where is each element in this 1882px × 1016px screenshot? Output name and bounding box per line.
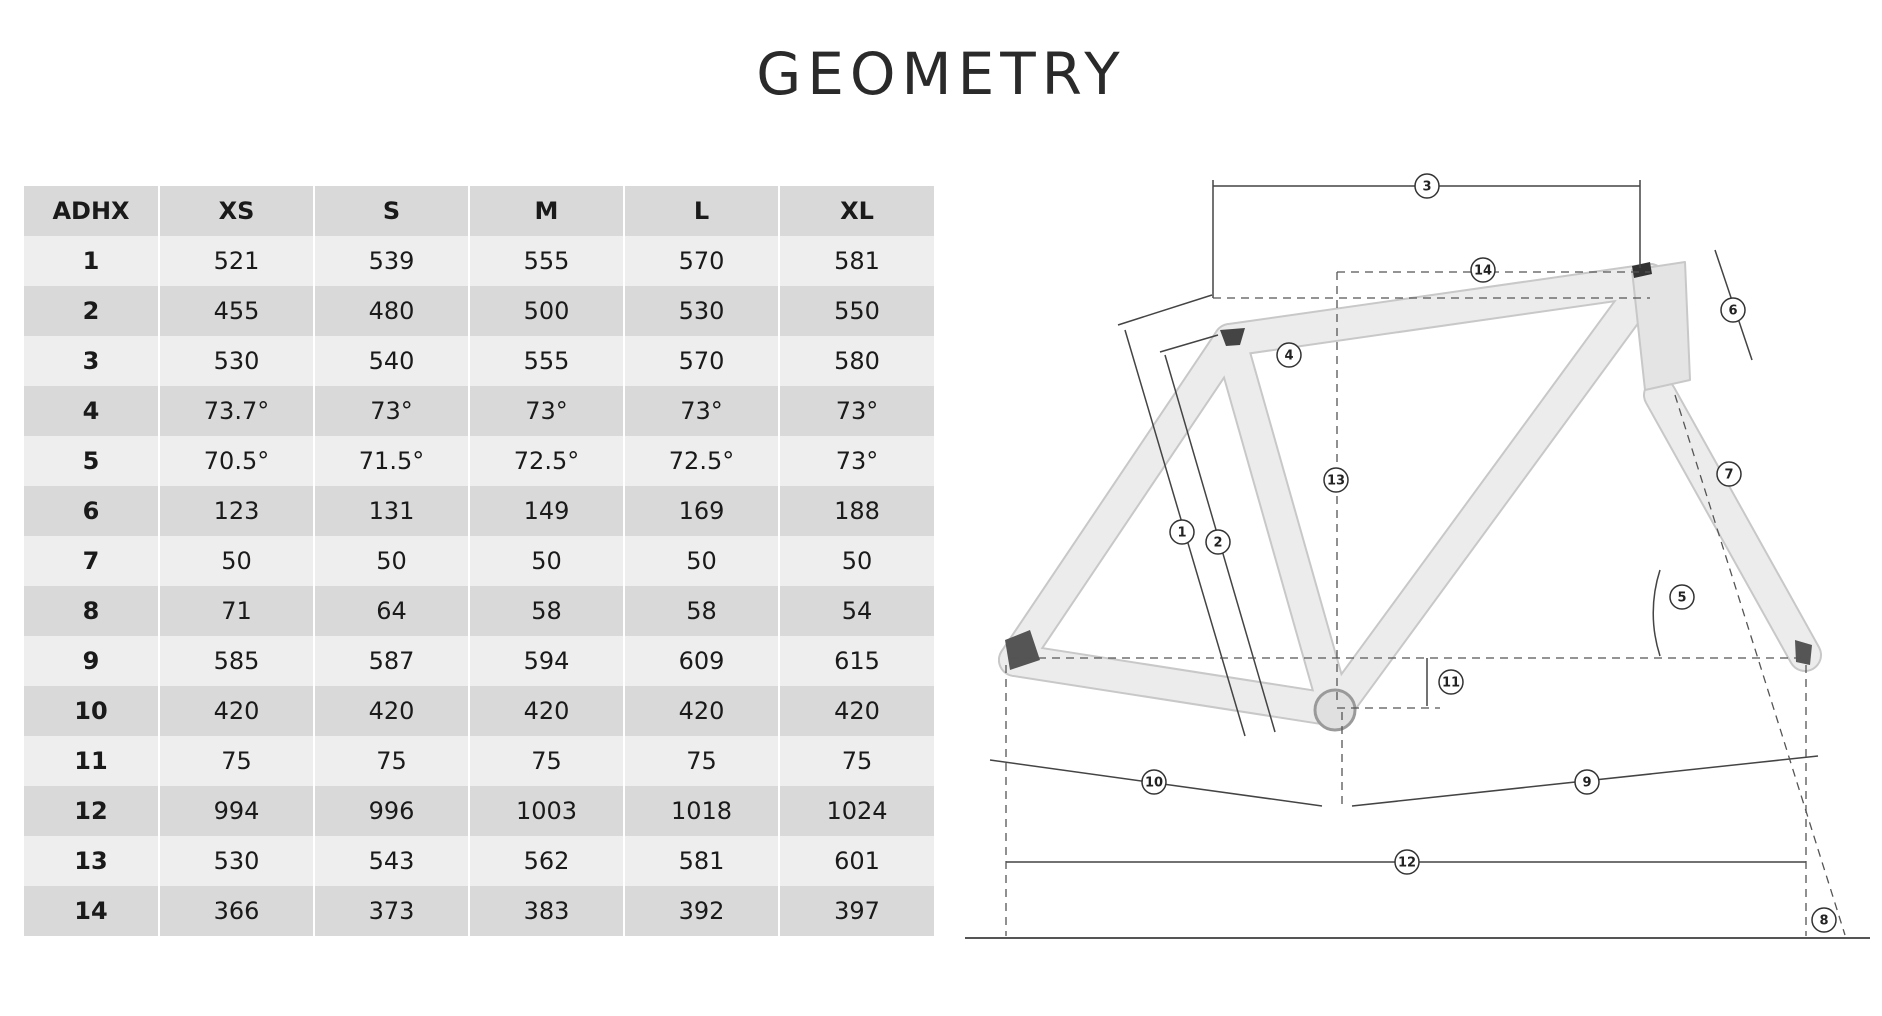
table-cell: 397 [779,886,934,936]
row-number-cell: 8 [24,586,159,636]
row-number-cell: 13 [24,836,159,886]
table-cell: 420 [314,686,469,736]
table-cell: 420 [624,686,779,736]
table-cell: 72.5° [624,436,779,486]
table-cell: 73° [314,386,469,436]
table-cell: 50 [779,536,934,586]
table-cell: 530 [624,286,779,336]
table-cell: 373 [314,886,469,936]
table-cell: 594 [469,636,624,686]
callout-10 [1142,770,1166,794]
table-cell: 530 [159,836,314,886]
table-cell: 75 [314,736,469,786]
table-cell: 123 [159,486,314,536]
table-cell: 73° [469,386,624,436]
svg-text:14: 14 [1473,263,1493,279]
table-cell: 1003 [469,786,624,836]
table-row [24,286,934,336]
table-body [24,236,934,936]
table-cell: 550 [779,286,934,336]
svg-text:7: 7 [1724,467,1734,483]
callout-9 [1575,770,1599,794]
table-cell: 420 [159,686,314,736]
callout-6 [1721,298,1745,322]
table-cell: 50 [469,536,624,586]
row-number-cell: 4 [24,386,159,436]
table-cell: 555 [469,236,624,286]
table-row [24,336,934,386]
row-number-cell: 6 [24,486,159,536]
row-number-cell: 10 [24,686,159,736]
callout-5 [1670,585,1694,609]
table-cell: 392 [624,886,779,936]
callout-3 [1415,174,1439,198]
table-cell: 50 [314,536,469,586]
table-cell: 73° [779,386,934,436]
svg-text:1: 1 [1177,525,1187,541]
table-cell: 75 [159,736,314,786]
table-row [24,736,934,786]
callout-8 [1812,908,1836,932]
table-cell: 601 [779,836,934,886]
table-cell: 70.5° [159,436,314,486]
page-title: GEOMETRY [756,40,1126,108]
svg-text:5: 5 [1677,590,1687,606]
table-cell: 587 [314,636,469,686]
table-row [24,786,934,836]
geometry-table [24,186,934,936]
table-cell: 72.5° [469,436,624,486]
svg-text:9: 9 [1582,775,1592,791]
table-cell: 50 [624,536,779,586]
row-number-cell: 14 [24,886,159,936]
table-cell: 480 [314,286,469,336]
column-header-l: L [624,186,779,236]
table-cell: 1024 [779,786,934,836]
table-cell: 555 [469,336,624,386]
table-cell: 530 [159,336,314,386]
table-row [24,886,934,936]
callout-14 [1471,258,1495,282]
table-cell: 994 [159,786,314,836]
table-cell: 383 [469,886,624,936]
table-cell: 570 [624,336,779,386]
column-header-adhx: ADHX [24,186,159,236]
row-number-cell: 12 [24,786,159,836]
table-cell: 562 [469,836,624,886]
table-cell: 73° [779,436,934,486]
table-cell: 149 [469,486,624,536]
table-cell: 540 [314,336,469,386]
svg-text:12: 12 [1397,855,1417,871]
table-row [24,686,934,736]
table-cell: 585 [159,636,314,686]
row-number-cell: 1 [24,236,159,286]
table-cell: 366 [159,886,314,936]
table-cell: 521 [159,236,314,286]
table-cell: 1018 [624,786,779,836]
svg-text:8: 8 [1819,913,1829,929]
row-number-cell: 9 [24,636,159,686]
table-row [24,486,934,536]
column-header-xs: XS [159,186,314,236]
table-cell: 64 [314,586,469,636]
callout-1 [1170,520,1194,544]
svg-text:2: 2 [1213,535,1223,551]
svg-text:3: 3 [1422,179,1432,195]
table-cell: 581 [779,236,934,286]
table-cell: 50 [159,536,314,586]
table-cell: 996 [314,786,469,836]
table-cell: 131 [314,486,469,536]
callout-11 [1439,670,1463,694]
table-cell: 54 [779,586,934,636]
table-cell: 75 [624,736,779,786]
svg-text:6: 6 [1728,303,1738,319]
row-number-cell: 3 [24,336,159,386]
table-row [24,536,934,586]
table-cell: 71.5° [314,436,469,486]
svg-text:13: 13 [1326,473,1346,489]
table-header-row [24,186,934,236]
table-cell: 73° [624,386,779,436]
table-row [24,836,934,886]
table-cell: 455 [159,286,314,336]
table-cell: 581 [624,836,779,886]
svg-text:4: 4 [1284,348,1294,364]
table-cell: 58 [624,586,779,636]
callout-2 [1206,530,1230,554]
column-header-xl: XL [779,186,934,236]
table-cell: 615 [779,636,934,686]
callout-13 [1324,468,1348,492]
table-cell: 75 [779,736,934,786]
table-cell: 188 [779,486,934,536]
table-row [24,586,934,636]
column-header-s: S [314,186,469,236]
row-number-cell: 11 [24,736,159,786]
table-cell: 420 [779,686,934,736]
table-cell: 543 [314,836,469,886]
table-cell: 75 [469,736,624,786]
row-number-cell: 7 [24,536,159,586]
row-number-cell: 2 [24,286,159,336]
table-cell: 58 [469,586,624,636]
callout-7 [1717,462,1741,486]
svg-text:10: 10 [1144,775,1164,791]
table-row [24,386,934,436]
svg-text:11: 11 [1441,675,1461,691]
table-cell: 570 [624,236,779,286]
table-cell: 609 [624,636,779,686]
table-cell: 500 [469,286,624,336]
table-cell: 73.7° [159,386,314,436]
frame-geometry-diagram [955,150,1875,950]
callout-12 [1395,850,1419,874]
table-row [24,236,934,286]
table-cell: 580 [779,336,934,386]
row-number-cell: 5 [24,436,159,486]
table-cell: 71 [159,586,314,636]
table-cell: 169 [624,486,779,536]
callout-4 [1277,343,1301,367]
table-cell: 420 [469,686,624,736]
column-header-m: M [469,186,624,236]
table-row [24,436,934,486]
table-cell: 539 [314,236,469,286]
table-row [24,636,934,686]
